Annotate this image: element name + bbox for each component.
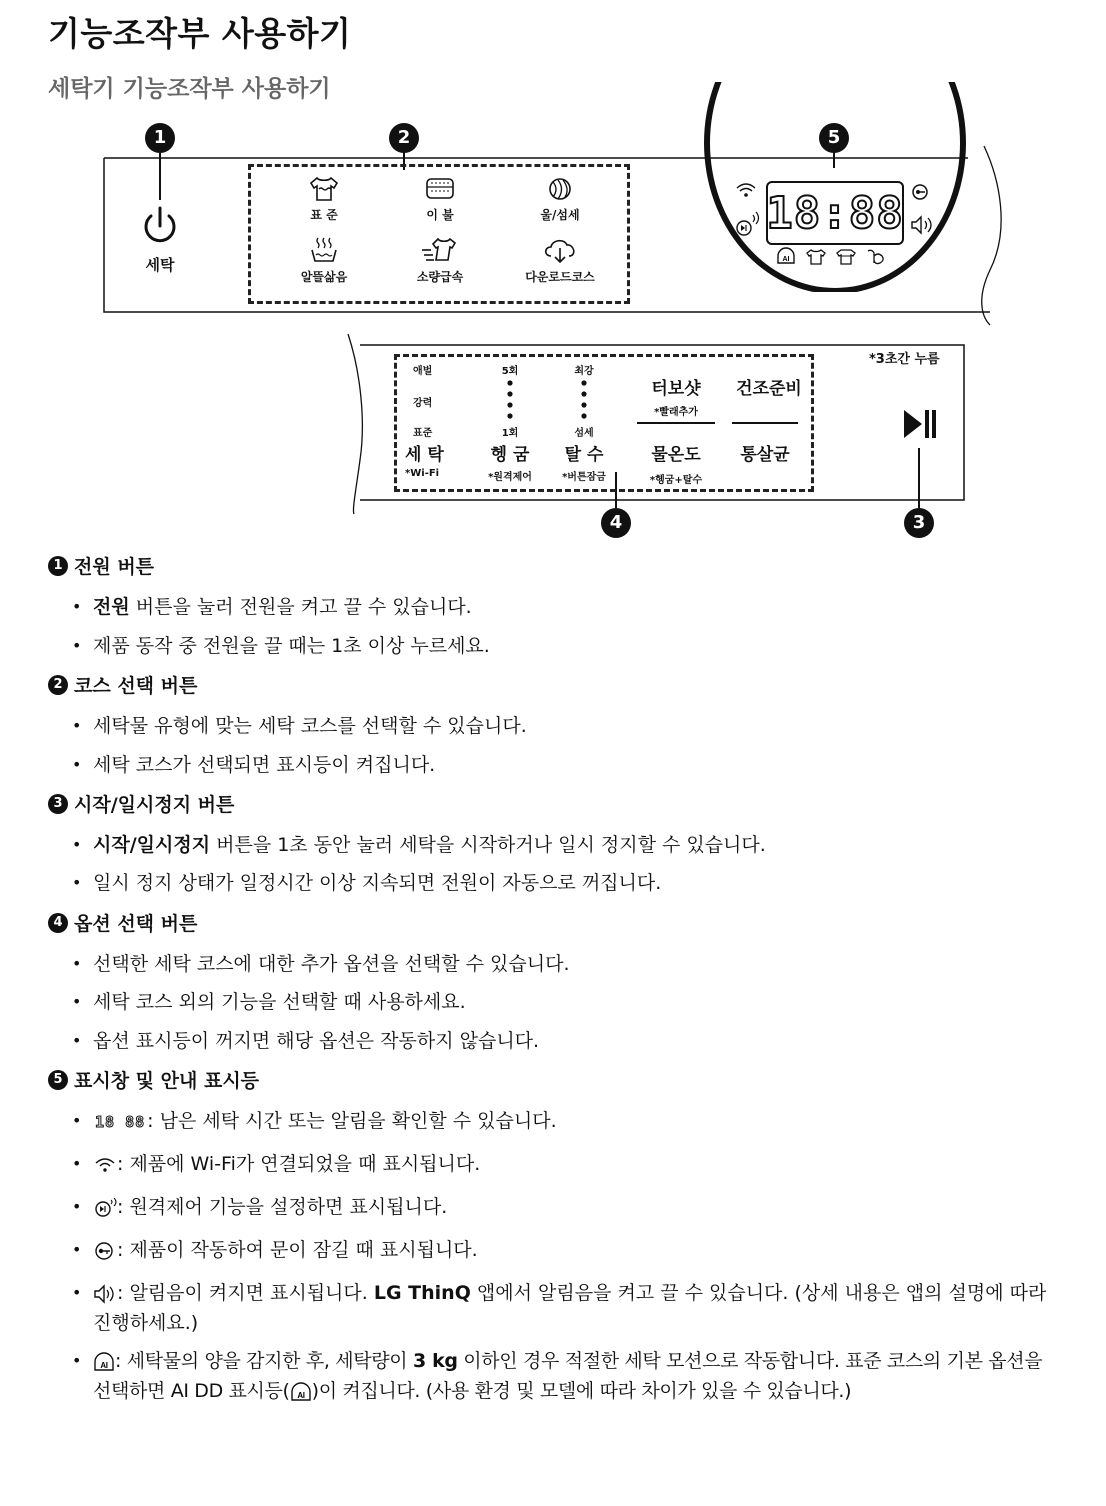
bullet-text: 버튼을 1초 동안 눌러 세탁을 시작하거나 일시 정지할 수 있습니다. [210, 834, 766, 856]
wool-yarn-icon [543, 176, 577, 202]
option-spin-button[interactable] [554, 362, 614, 484]
tub-clean-small-icon [868, 250, 883, 263]
sound-icon [912, 217, 931, 233]
bullet-text: 이하인 경우 적절한 세탁 모션으로 작동합니다. 표준 코스의 기본 옵션을 [457, 1350, 1043, 1372]
bullet-text: : 알림음이 켜지면 표시됩니다. [117, 1282, 374, 1304]
bold-term: 전원 [93, 596, 130, 618]
wash-bottom-label: 표준 [413, 428, 433, 439]
bullet-text: : 원격제어 기능을 설정하면 표시됩니다. [117, 1196, 448, 1218]
section-2-title: 코스 선택 버튼 [74, 675, 198, 697]
cloud-download-icon [540, 236, 580, 264]
bullet-text: 진행하세요.) [93, 1312, 199, 1334]
section-1-title: 전원 버튼 [74, 556, 155, 578]
power-label: 세탁 [145, 256, 175, 274]
svg-text:AI: AI [782, 256, 790, 263]
shirt-small-icon [837, 250, 855, 264]
marker-4: 4 [601, 508, 631, 538]
section-2-number: 2 [48, 675, 68, 695]
option-tub-clean-button[interactable] [726, 440, 804, 465]
page-title: 기능조작부 사용하기 [48, 14, 352, 53]
bullet-text: : 제품에 Wi-Fi가 연결되었을 때 표시됩니다. [117, 1153, 481, 1175]
blanket-icon [423, 176, 457, 202]
bullet-text: : 남은 세탁 시간 또는 알림을 확인할 수 있습니다. [147, 1110, 557, 1132]
wash-top-label: 애벌 [413, 366, 433, 377]
display-left-icons [724, 176, 772, 246]
option-divider-right [732, 422, 798, 424]
list-item: • 세탁물 유형에 맞는 세탁 코스를 선택할 수 있습니다. [72, 711, 1072, 741]
rinse-level-dots [505, 378, 515, 422]
section-4-number: 4 [48, 913, 68, 933]
door-lock-icon [913, 185, 927, 199]
quick-tshirt-icon [420, 236, 460, 264]
course-wool-label: 울/섬세 [540, 208, 580, 222]
ai-dd-icon [778, 248, 794, 263]
wash-mid-label: 강력 [413, 398, 433, 409]
rinse-label: 헹 굼 [490, 445, 530, 465]
section-1-heading [48, 552, 154, 579]
power-icon [140, 204, 180, 246]
bullet-text: 선택한 세탁 코스에 대한 추가 옵션을 선택할 수 있습니다. [93, 953, 570, 975]
tshirt-icon [308, 176, 340, 202]
play-pause-button[interactable] [902, 408, 938, 440]
power-button[interactable] [138, 204, 182, 275]
option-wash-button[interactable] [405, 362, 485, 484]
list-item: • 시작/일시정지 버튼을 1초 동안 눌러 세탁을 시작하거나 일시 정지할 수 있습니다. [72, 834, 766, 856]
display-bottom-icons [775, 246, 895, 268]
bullet-text: 앱에서 알림음을 켜고 끌 수 있습니다. (상세 내용은 앱의 설명에 따라 [470, 1282, 1047, 1304]
course-standard-label: 표 준 [310, 208, 338, 222]
svg-text:AI: AI [100, 1360, 108, 1370]
ai-dd-icon [93, 1352, 115, 1372]
bold-term: LG ThinQ [373, 1282, 471, 1304]
option-rinse-button[interactable] [480, 362, 540, 484]
section-4-heading [48, 909, 197, 936]
section-2-heading [48, 671, 197, 698]
wash-label: 세 탁 [405, 445, 444, 465]
spin-sub-label: *버튼잠금 [562, 472, 606, 483]
door-lock-icon [93, 1241, 117, 1261]
svg-text:AI: AI [296, 1390, 305, 1400]
option-dry-ready-button[interactable] [730, 374, 808, 399]
section-4-title: 옵션 선택 버튼 [74, 913, 198, 935]
bullet-text: 옵션 표시등이 꺼지면 해당 옵션은 작동하지 않습니다. [93, 1030, 540, 1052]
list-item: • 세탁 코스가 선택되면 표시등이 켜집니다. [72, 750, 1072, 780]
list-item: • AI : 세탁물의 양을 감지한 후, 세탁량이 3 kg 이하인 경우 적절한 세탁 모션으로 작동합니다. 표준 코스의 기본 옵션을 선택하면 AI DD 표시등( AI )이 켜집니다. (사용 환경 및 모델에 따라 차이가 있을 수 있습니다.) [72, 1350, 1043, 1402]
course-boil-label: 알뜰삶음 [300, 270, 348, 284]
marker-3: 3 [904, 508, 934, 538]
list-item: • : 알림음이 켜지면 표시됩니다. LG ThinQ 앱에서 알림음을 켜고 끌 수 있습니다. (상세 내용은 앱의 설명에 따라 진행하세요.) [72, 1282, 1047, 1334]
bullet-text: : 세탁물의 양을 감지한 후, 세탁량이 [115, 1350, 413, 1372]
list-item: • : 제품이 작동하여 문이 잠길 때 표시됩니다. [72, 1239, 478, 1261]
list-item: • : 원격제어 기능을 설정하면 표시됩니다. [72, 1196, 448, 1218]
section-5-heading [48, 1066, 259, 1093]
marker-1: 1 [145, 123, 175, 153]
remote-control-icon [737, 212, 759, 235]
segment-display-icon: 18 88 [95, 1113, 146, 1131]
bullet-text: 버튼을 눌러 전원을 켜고 끌 수 있습니다. [129, 596, 472, 618]
wifi-icon [93, 1155, 117, 1175]
course-quick-label: 소량급속 [416, 270, 464, 284]
course-quick-button[interactable] [411, 236, 469, 285]
bold-term: 시작/일시정지 [93, 834, 211, 856]
bullet-text: )이 켜집니다. (사용 환경 및 모델에 따라 차이가 있을 수 있습니다.) [311, 1380, 852, 1402]
water-temp-label: 물온도 [651, 445, 701, 465]
tshirt-small-icon [807, 250, 825, 264]
time-display: 18:88 [766, 181, 904, 245]
water-temp-sub-label: *헹굼+탈수 [649, 475, 703, 486]
ai-dd-icon [290, 1382, 312, 1402]
spin-bottom-label: 섬세 [574, 428, 594, 439]
list-item: • 옵션 표시등이 꺼지면 해당 옵션은 작동하지 않습니다. [72, 1026, 1072, 1056]
section-3-heading [48, 790, 234, 817]
spin-top-label: 최강 [574, 366, 594, 377]
course-standard-button[interactable] [295, 176, 353, 223]
course-download-button[interactable] [520, 236, 600, 285]
section-1-number: 1 [48, 556, 68, 576]
option-turboshot-button[interactable] [636, 374, 716, 418]
section-3-title: 시작/일시정지 버튼 [74, 794, 235, 816]
option-divider-left [637, 422, 715, 424]
list-item: • 제품 동작 중 전원을 끌 때는 1초 이상 누르세요. [72, 631, 1072, 661]
marker-2: 2 [389, 123, 419, 153]
bullet-text: 세탁 코스가 선택되면 표시등이 켜집니다. [93, 754, 436, 776]
option-water-temp-button[interactable] [636, 440, 716, 486]
display-right-icons [906, 180, 936, 240]
bullet-text: : 제품이 작동하여 문이 잠길 때 표시됩니다. [117, 1239, 478, 1261]
bold-term: 3 kg [412, 1350, 458, 1372]
section-5-title: 표시창 및 안내 표시등 [74, 1070, 260, 1092]
rinse-sub-label: *원격제어 [488, 472, 532, 483]
list-item: • 세탁 코스 외의 기능을 선택할 때 사용하세요. [72, 987, 1072, 1017]
list-item: • 선택한 세탁 코스에 대한 추가 옵션을 선택할 수 있습니다. [72, 949, 1072, 979]
turboshot-sub-label: *빨래추가 [654, 407, 698, 418]
wifi-icon [737, 184, 755, 197]
list-item: • : 제품에 Wi-Fi가 연결되었을 때 표시됩니다. [72, 1153, 481, 1175]
section-5-number: 5 [48, 1070, 68, 1090]
course-download-label: 다운로드코스 [525, 270, 595, 284]
sound-icon [93, 1284, 117, 1304]
list-item: • 18 88 : 남은 세탁 시간 또는 알림을 확인할 수 있습니다. [72, 1110, 557, 1132]
hold-note: *3초간 누름 [869, 352, 940, 367]
bullet-text: 선택하면 AI DD 표시등( [93, 1380, 290, 1402]
marker-5: 5 [819, 123, 849, 153]
list-item: • 전원 버튼을 눌러 전원을 켜고 끌 수 있습니다. [72, 596, 472, 618]
bullet-text: 제품 동작 중 전원을 끌 때는 1초 이상 누르세요. [93, 635, 490, 657]
page-subtitle: 세탁기 기능조작부 사용하기 [48, 76, 331, 102]
boil-icon [308, 236, 340, 264]
spin-label: 탈 수 [564, 445, 604, 465]
section-3-number: 3 [48, 794, 68, 814]
bullet-text: 세탁물 유형에 맞는 세탁 코스를 선택할 수 있습니다. [93, 715, 527, 737]
course-wool-button[interactable] [525, 176, 595, 223]
bullet-text: 세탁 코스 외의 기능을 선택할 때 사용하세요. [93, 991, 466, 1013]
turboshot-label: 터보샷 [651, 379, 701, 399]
course-blanket-button[interactable] [411, 176, 469, 223]
rinse-bottom-label: 1회 [501, 428, 519, 439]
course-blanket-label: 이 불 [426, 208, 454, 222]
dry-ready-label: 건조준비 [736, 379, 802, 399]
wash-sub-label: *Wi-Fi [405, 468, 440, 479]
rinse-top-label: 5회 [501, 366, 519, 377]
spin-level-dots [579, 378, 589, 422]
bullet-text: 일시 정지 상태가 일정시간 이상 지속되면 전원이 자동으로 꺼집니다. [93, 872, 662, 894]
remote-control-icon [93, 1198, 117, 1218]
list-item: • 일시 정지 상태가 일정시간 이상 지속되면 전원이 자동으로 꺼집니다. [72, 868, 1072, 898]
tub-clean-label: 통살균 [740, 445, 790, 465]
course-boil-button[interactable] [295, 236, 353, 285]
